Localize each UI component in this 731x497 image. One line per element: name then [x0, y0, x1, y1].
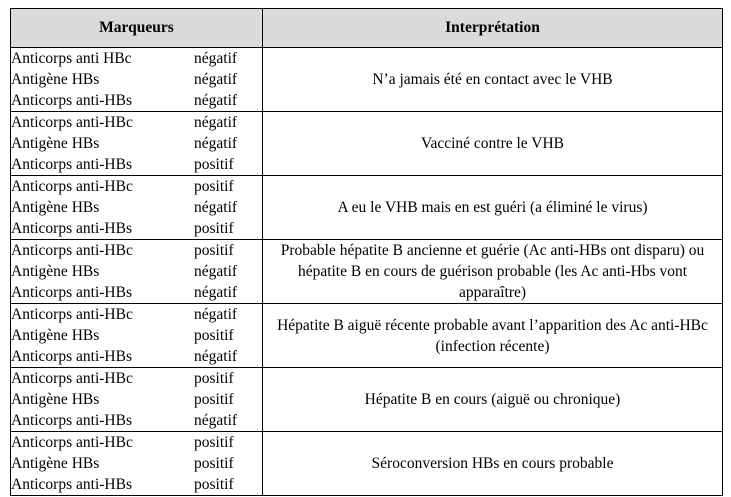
marker-line [11, 304, 262, 325]
marker-line [11, 346, 262, 367]
table-row [11, 176, 723, 240]
table-body [11, 48, 723, 496]
interpretation-cell: A eu le VHB mais en est guéri (a éliminé le virus) [263, 176, 723, 240]
markers-cell [11, 432, 263, 496]
markers-cell [11, 48, 263, 112]
marker-line [11, 389, 262, 410]
marker-value: positif [194, 391, 234, 408]
marker-value: positif [194, 156, 234, 173]
header-interpretation: Interprétation [263, 9, 723, 48]
interpretation-cell: N’a jamais été en contact avec le VHB [263, 48, 723, 112]
marker-name: Anticorps anti-HBs [11, 476, 132, 493]
markers-cell [11, 112, 263, 176]
marker-value: négatif [194, 306, 238, 323]
interpretation-cell: Probable hépatite B ancienne et guérie (Ac anti-HBs ont disparu) ou hépatite B en cours de guérison probable (les Ac anti-Hbs vont apparaître) [263, 240, 723, 304]
marker-value: négatif [194, 263, 238, 280]
marker-name: Anticorps anti-HBs [11, 348, 132, 365]
marker-value: négatif [194, 114, 238, 131]
interpretation-cell: Hépatite B aiguë récente probable avant l’apparition des Ac anti-HBc (infection récente) [263, 304, 723, 368]
marker-name: Anticorps anti-HBs [11, 92, 132, 109]
marker-value: négatif [194, 135, 238, 152]
marker-name: Anticorps anti-HBc [11, 370, 133, 387]
marker-name: Antigène HBs [11, 71, 100, 88]
marker-line [11, 218, 262, 239]
marker-line [11, 90, 262, 111]
marker-value: négatif [194, 92, 238, 109]
markers-cell [11, 304, 263, 368]
table-header-row [11, 9, 723, 48]
marker-line [11, 432, 262, 453]
marker-line [11, 368, 262, 389]
markers-cell [11, 240, 263, 304]
marker-name: Antigène HBs [11, 263, 100, 280]
marker-value: négatif [194, 50, 238, 67]
marker-name: Anticorps anti-HBc [11, 242, 133, 259]
marker-line [11, 410, 262, 431]
marker-value: positif [194, 220, 234, 237]
marker-name: Antigène HBs [11, 327, 100, 344]
marker-line [11, 282, 262, 303]
marker-name: Anticorps anti-HBc [11, 178, 133, 195]
marker-line [11, 69, 262, 90]
table-row [11, 112, 723, 176]
table-row [11, 48, 723, 112]
marker-line [11, 325, 262, 346]
marker-line [11, 261, 262, 282]
marker-name: Antigène HBs [11, 455, 100, 472]
marker-value: positif [194, 370, 234, 387]
marker-line [11, 112, 262, 133]
marker-value: positif [194, 178, 234, 195]
marker-name: Antigène HBs [11, 199, 100, 216]
marker-name: Anticorps anti-HBc [11, 306, 133, 323]
marker-value: négatif [194, 412, 238, 429]
marker-line [11, 474, 262, 495]
marker-value: positif [194, 476, 234, 493]
marker-value: négatif [194, 284, 238, 301]
marker-line [11, 240, 262, 261]
interpretation-cell: Hépatite B en cours (aiguë ou chronique) [263, 368, 723, 432]
marker-line [11, 154, 262, 175]
table-row [11, 432, 723, 496]
markers-cell [11, 176, 263, 240]
marker-name: Anticorps anti HBc [11, 50, 132, 67]
marker-name: Anticorps anti-HBc [11, 434, 133, 451]
marker-value: positif [194, 242, 234, 259]
marker-name: Antigène HBs [11, 135, 100, 152]
marker-name: Anticorps anti-HBs [11, 156, 132, 173]
marker-name: Antigène HBs [11, 391, 100, 408]
marker-line [11, 453, 262, 474]
table-row [11, 240, 723, 304]
marker-line [11, 176, 262, 197]
table-row [11, 368, 723, 432]
interpretation-cell: Séroconversion HBs en cours probable [263, 432, 723, 496]
hbv-markers-table [10, 8, 723, 496]
marker-line [11, 197, 262, 218]
marker-name: Anticorps anti-HBs [11, 220, 132, 237]
marker-name: Anticorps anti-HBc [11, 114, 133, 131]
marker-value: négatif [194, 348, 238, 365]
marker-value: positif [194, 434, 234, 451]
marker-value: négatif [194, 71, 238, 88]
interpretation-cell: Vacciné contre le VHB [263, 112, 723, 176]
markers-cell [11, 368, 263, 432]
marker-name: Anticorps anti-HBs [11, 412, 132, 429]
marker-value: négatif [194, 199, 238, 216]
marker-value: positif [194, 327, 234, 344]
marker-name: Anticorps anti-HBs [11, 284, 132, 301]
marker-line [11, 48, 262, 69]
marker-line [11, 133, 262, 154]
table-row [11, 304, 723, 368]
header-markers: Marqueurs [11, 9, 263, 48]
marker-value: positif [194, 455, 234, 472]
